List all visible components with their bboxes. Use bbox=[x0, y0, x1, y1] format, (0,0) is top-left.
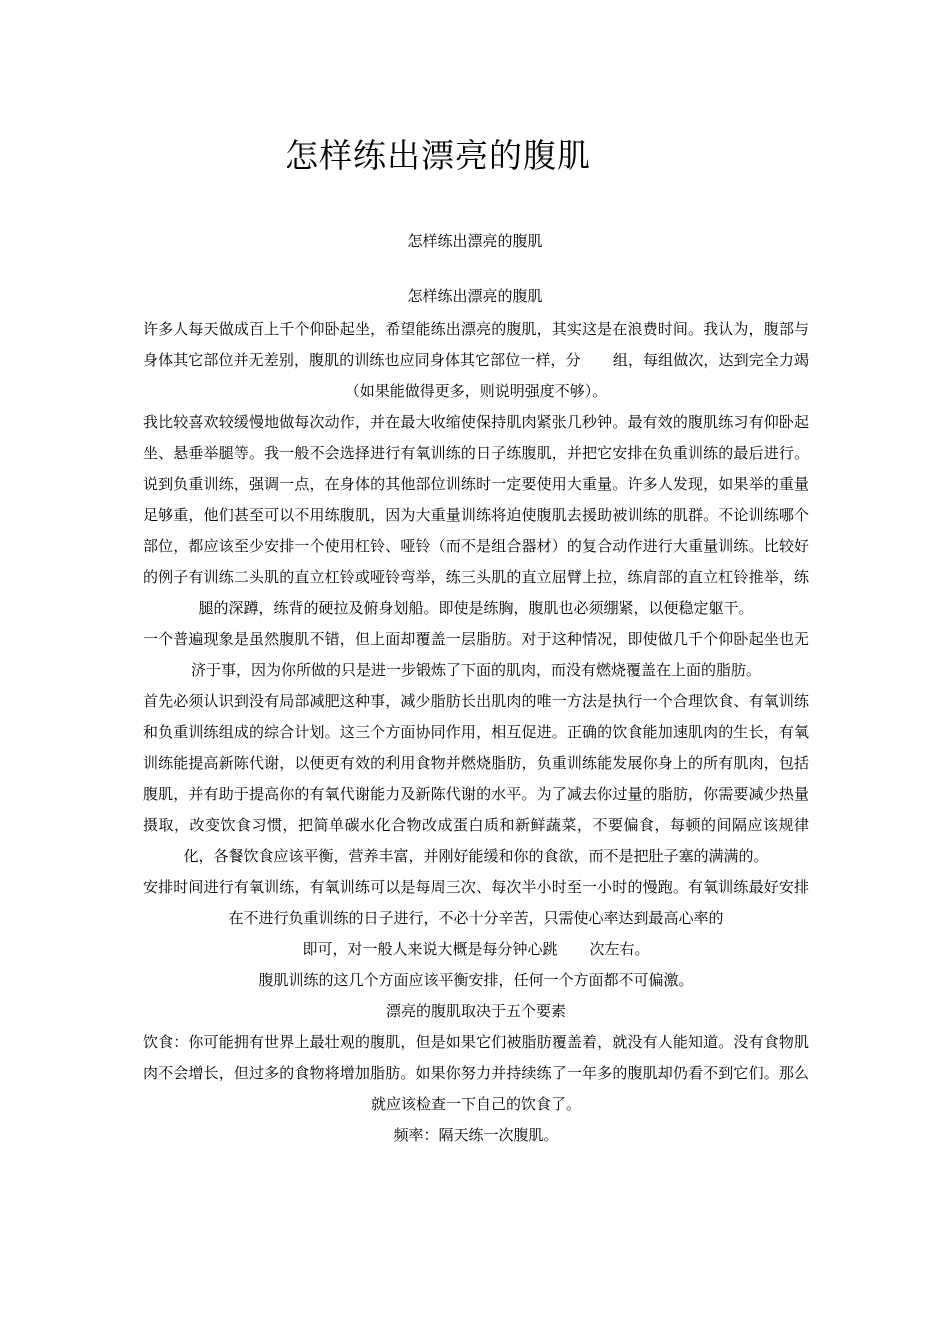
document-subtitle: 怎样练出漂亮的腹肌 bbox=[407, 232, 543, 250]
document-title: 怎样练出漂亮的腹肌 bbox=[285, 136, 591, 175]
paragraph-10: 频率：隔天练一次腹肌。 bbox=[393, 1126, 559, 1144]
document-subtitle-repeat: 怎样练出漂亮的腹肌 bbox=[407, 287, 543, 305]
paragraph-1-text-b: 组，每组做次，达到完全力竭（如果能做得更多，则说明强度不够）。 bbox=[344, 351, 809, 400]
document-body bbox=[143, 314, 809, 1151]
paragraph-3: 一个普遍现象是虽然腹肌不错，但上面却覆盖一层脂肪。对于这种情况，即使做几千个仰卧起坐也无济于事，因为你所做的只是进一步锻炼了下面的肌肉，而没有燃烧覆盖在上面的脂肪。 bbox=[143, 630, 809, 679]
paragraph-7: 腹肌训练的这几个方面应该平衡安排，任何一个方面都不可偏激。 bbox=[258, 971, 694, 989]
paragraph-6-text-b: 次左右。 bbox=[589, 940, 650, 958]
paragraph-4: 首先必须认识到没有局部减肥这种事，减少脂肪长出肌肉的唯一方法是执行一个合理饮食、有氧训练和负重训练组成的综合计划。这三个方面协同作用，相互促进。正确的饮食能加速肌肉的生长，有氧训练能提高新陈代谢，以便更有效的利用食物并燃烧脂肪，负重训练能发展你身上的所有肌肉，包括腹肌，并有助于提高你的有氧代谢能力及新陈代谢的水平。为了减去你过量的脂肪，你需要减少热量摄取，改变饮食习惯，把简单碳水化合物改成蛋白质和新鲜蔬菜，不要偏食，每顿的间隔应该规律化，各餐饮食应该平衡，营养丰富，并刚好能缓和你的食欲，而不是把肚子塞的满满的。 bbox=[143, 692, 809, 865]
paragraph-2: 我比较喜欢较缓慢地做每次动作，并在最大收缩使保持肌肉紧张几秒钟。最有效的腹肌练习有仰卧起坐、悬垂举腿等。我一般不会选择进行有氧训练的日子练腹肌，并把它安排在负重训练的最后进行。说到负重训练，强调一点，在身体的其他部位训练时一定要使用大重量。许多人发现，如果举的重量足够重，他们甚至可以不用练腹肌，因为大重量训练将迫使腹肌去援助被训练的肌群。不论训练哪个部位，都应该至少安排一个使用杠铃、哑铃（而不是组合器材）的复合动作进行大重量训练。比较好的例子有训练二头肌的直立杠铃或哑铃弯举，练三头肌的直立屈臂上拉，练肩部的直立杠铃推举，练腿的深蹲，练背的硬拉及俯身划船。即使是练胸，腹肌也必须绷紧，以便稳定躯干。 bbox=[143, 413, 809, 617]
paragraph-9: 饮食：你可能拥有世界上最壮观的腹肌，但是如果它们被脂肪覆盖着，就没有人能知道。没有食物肌肉不会增长，但过多的食物将增加脂肪。如果你努力并持续练了一年多的腹肌却仍看不到它们。那么就应该检查一下自己的饮食了。 bbox=[143, 1033, 809, 1113]
paragraph-1 bbox=[143, 314, 809, 407]
section-heading-five-factors: 漂亮的腹肌取决于五个要素 bbox=[385, 1002, 566, 1020]
paragraph-1-text-a: 许多人每天做成百上千个仰卧起坐，希望能练出漂亮的腹肌，其实这是在浪费时间。我认为，腹部与身体其它部位并无差别，腹肌的训练也应同身体其它部位一样，分 bbox=[143, 320, 809, 369]
paragraph-5: 安排时间进行有氧训练，有氧训练可以是每周三次、每次半小时至一小时的慢跑。有氧训练最好安排在不进行负重训练的日子进行，不必十分辛苦，只需使心率达到最高心率的 bbox=[143, 878, 809, 927]
paragraph-6-text-a: 即可，对一般人来说大概是每分钟心跳 bbox=[302, 940, 558, 958]
paragraph-6 bbox=[143, 934, 809, 965]
